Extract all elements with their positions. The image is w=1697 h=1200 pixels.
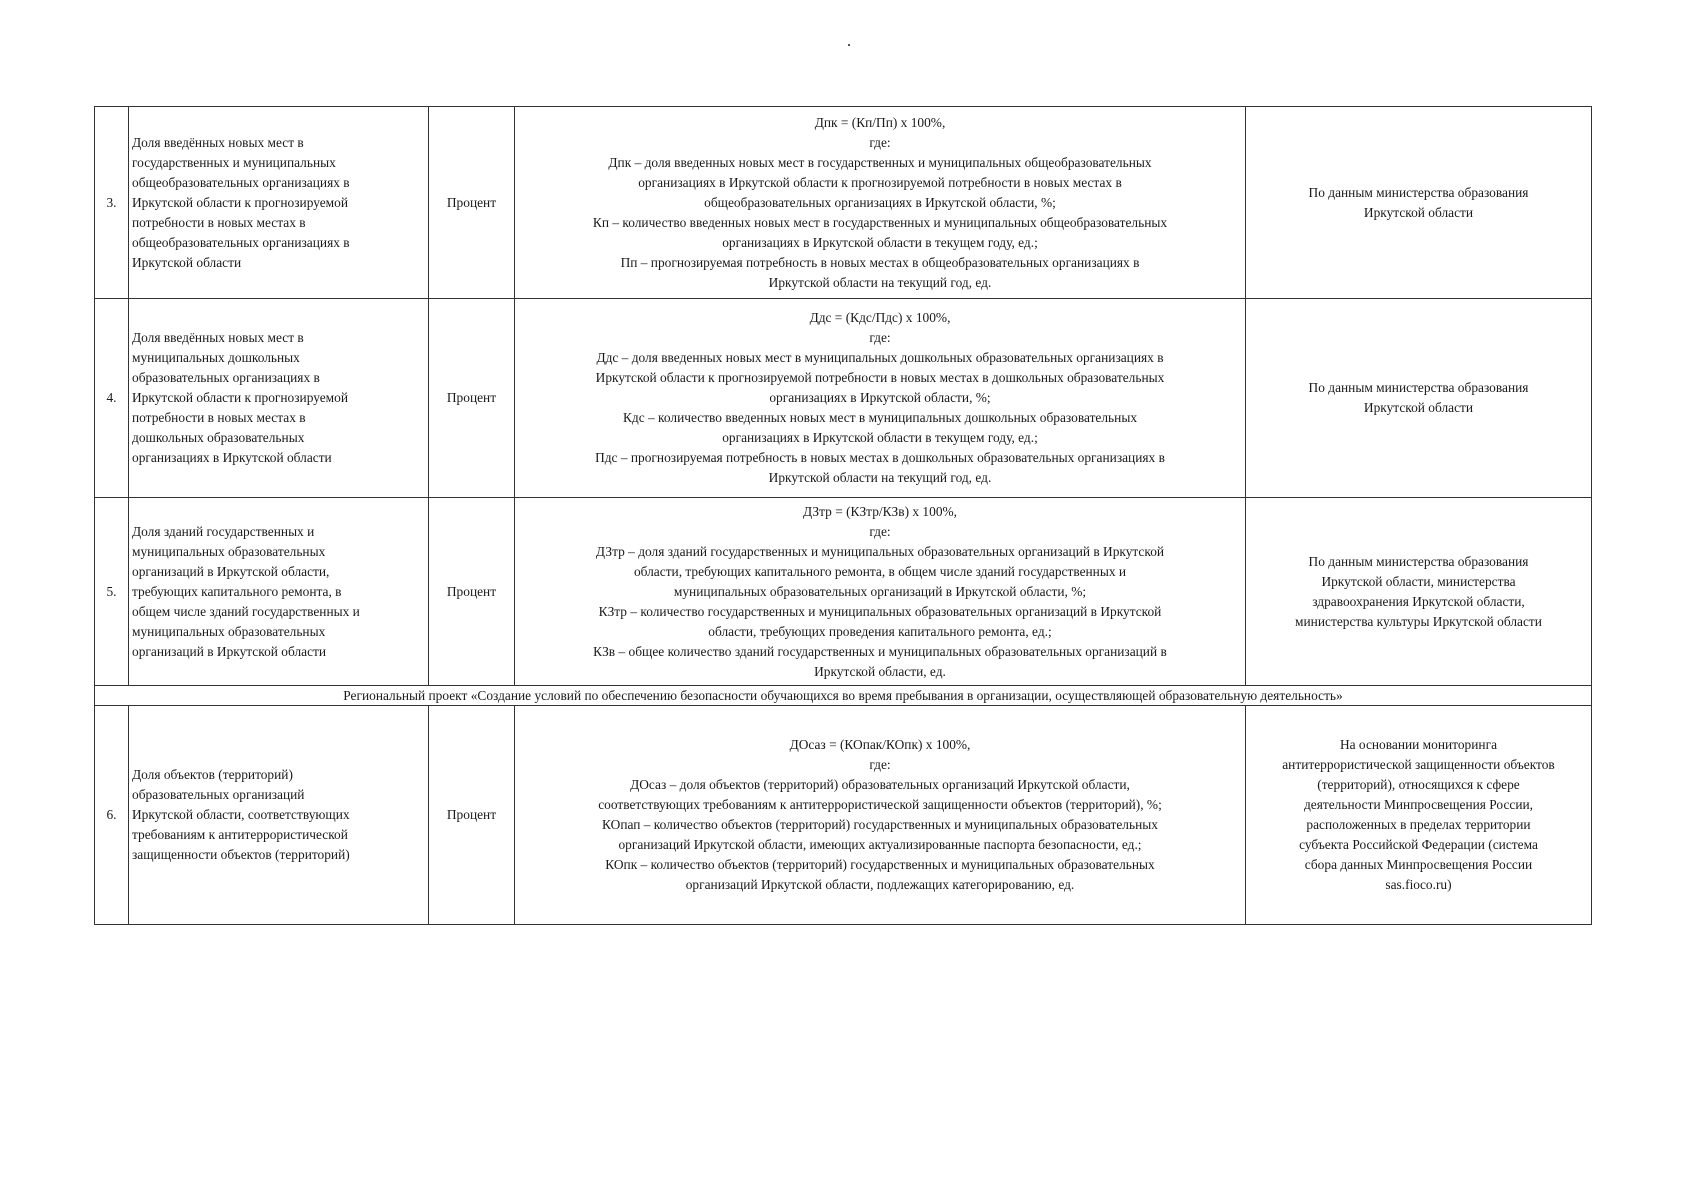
indicator-name: Доля введённых новых мест в муниципальных дошкольных образовательных организациях в Иркутской области к прогнозируемой потребности в новых местах в дошкольных образовательных организациях в Иркутской области xyxy=(129,299,429,498)
project-header-row xyxy=(95,686,1592,706)
source-cell: По данным министерства образования Иркутской области, министерства здравоохранения Иркутской области, министерства культуры Иркутской области xyxy=(1246,498,1592,686)
formula-cell: ДЗтр = (КЗтр/КЗв) х 100%, где: ДЗтр – доля зданий государственных и муниципальных образовательных организаций в Иркутской области, требующих капитального ремонта, в общем числе зданий государственных и муниципальных образовательных организаций в Иркутской области, %; КЗтр – количество государственных и муниципальных образовательных организаций в Иркутской области, требующих проведения капитального ремонта, ед.; КЗв – общее количество зданий государственных и муниципальных образовательных организаций в Иркутской области, ед. xyxy=(515,498,1246,686)
row-number: 3. xyxy=(95,107,129,299)
unit-cell: Процент xyxy=(429,498,515,686)
formula-cell: Ддс = (Кдс/Пдс) х 100%, где: Ддс – доля введенных новых мест в муниципальных дошкольных образовательных организациях в Иркутской области к прогнозируемой потребности в новых местах в дошкольных образовательных организациях в Иркутской области, %; Кдс – количество введенных новых мест в муниципальных дошкольных образовательных организациях в Иркутской области в текущем году, ед.; Пдс – прогнозируемая потребность в новых местах в дошкольных образовательных организациях в Иркутской области на текущий год, ед. xyxy=(515,299,1246,498)
table-row xyxy=(95,107,1592,299)
source-cell: По данным министерства образования Иркутской области xyxy=(1246,107,1592,299)
indicator-name: Доля зданий государственных и муниципальных образовательных организаций в Иркутской области, требующих капитального ремонта, в общем числе зданий государственных и муниципальных образовательных организаций в Иркутской области xyxy=(129,498,429,686)
table-row xyxy=(95,299,1592,498)
source-cell: По данным министерства образования Иркутской области xyxy=(1246,299,1592,498)
indicator-name: Доля объектов (территорий) образовательных организаций Иркутской области, соответствующих требованиям к антитеррористической защищенности объектов (территорий) xyxy=(129,706,429,925)
unit-cell: Процент xyxy=(429,299,515,498)
row-number: 6. xyxy=(95,706,129,925)
unit-cell: Процент xyxy=(429,107,515,299)
table-row xyxy=(95,498,1592,686)
project-header: Региональный проект «Создание условий по обеспечению безопасности обучающихся во время пребывания в организации, осуществляющей образовательную деятельность» xyxy=(95,686,1592,706)
indicator-name: Доля введённых новых мест в государственных и муниципальных общеобразовательных организациях в Иркутской области к прогнозируемой потребности в новых местах в общеобразовательных организациях в Иркутской области xyxy=(129,107,429,299)
source-cell: На основании мониторинга антитеррористической защищенности объектов (территорий), относящихся к сфере деятельности Минпросвещения России, расположенных в пределах территории субъекта Российской Федерации (система сбора данных Минпросвещения России sas.fioco.ru) xyxy=(1246,706,1592,925)
table-row xyxy=(95,706,1592,925)
row-number: 5. xyxy=(95,498,129,686)
page-mark xyxy=(848,44,850,46)
row-number: 4. xyxy=(95,299,129,498)
formula-cell: Дпк = (Кп/Пп) х 100%, где: Дпк – доля введенных новых мест в государственных и муниципальных общеобразовательных организациях в Иркутской области к прогнозируемой потребности в новых местах в общеобразовательных организациях в Иркутской области, %; Кп – количество введенных новых мест в государственных и муниципальных общеобразовательных организациях в Иркутской области в текущем году, ед.; Пп – прогнозируемая потребность в новых местах в общеобразовательных организациях в Иркутской области на текущий год, ед. xyxy=(515,107,1246,299)
formula-cell: ДОсаз = (КОпак/КОпк) х 100%, где: ДОсаз – доля объектов (территорий) образовательных организаций Иркутской области, соответствующих требованиям к антитеррористической защищенности объектов (территорий), %; КОпап – количество объектов (территорий) государственных и муниципальных образовательных организаций Иркутской области, имеющих актуализированные паспорта безопасности, ед.; КОпк – количество объектов (территорий) государственных и муниципальных образовательных организаций Иркутской области, подлежащих категорированию, ед. xyxy=(515,706,1246,925)
indicators-table xyxy=(94,106,1592,925)
unit-cell: Процент xyxy=(429,706,515,925)
